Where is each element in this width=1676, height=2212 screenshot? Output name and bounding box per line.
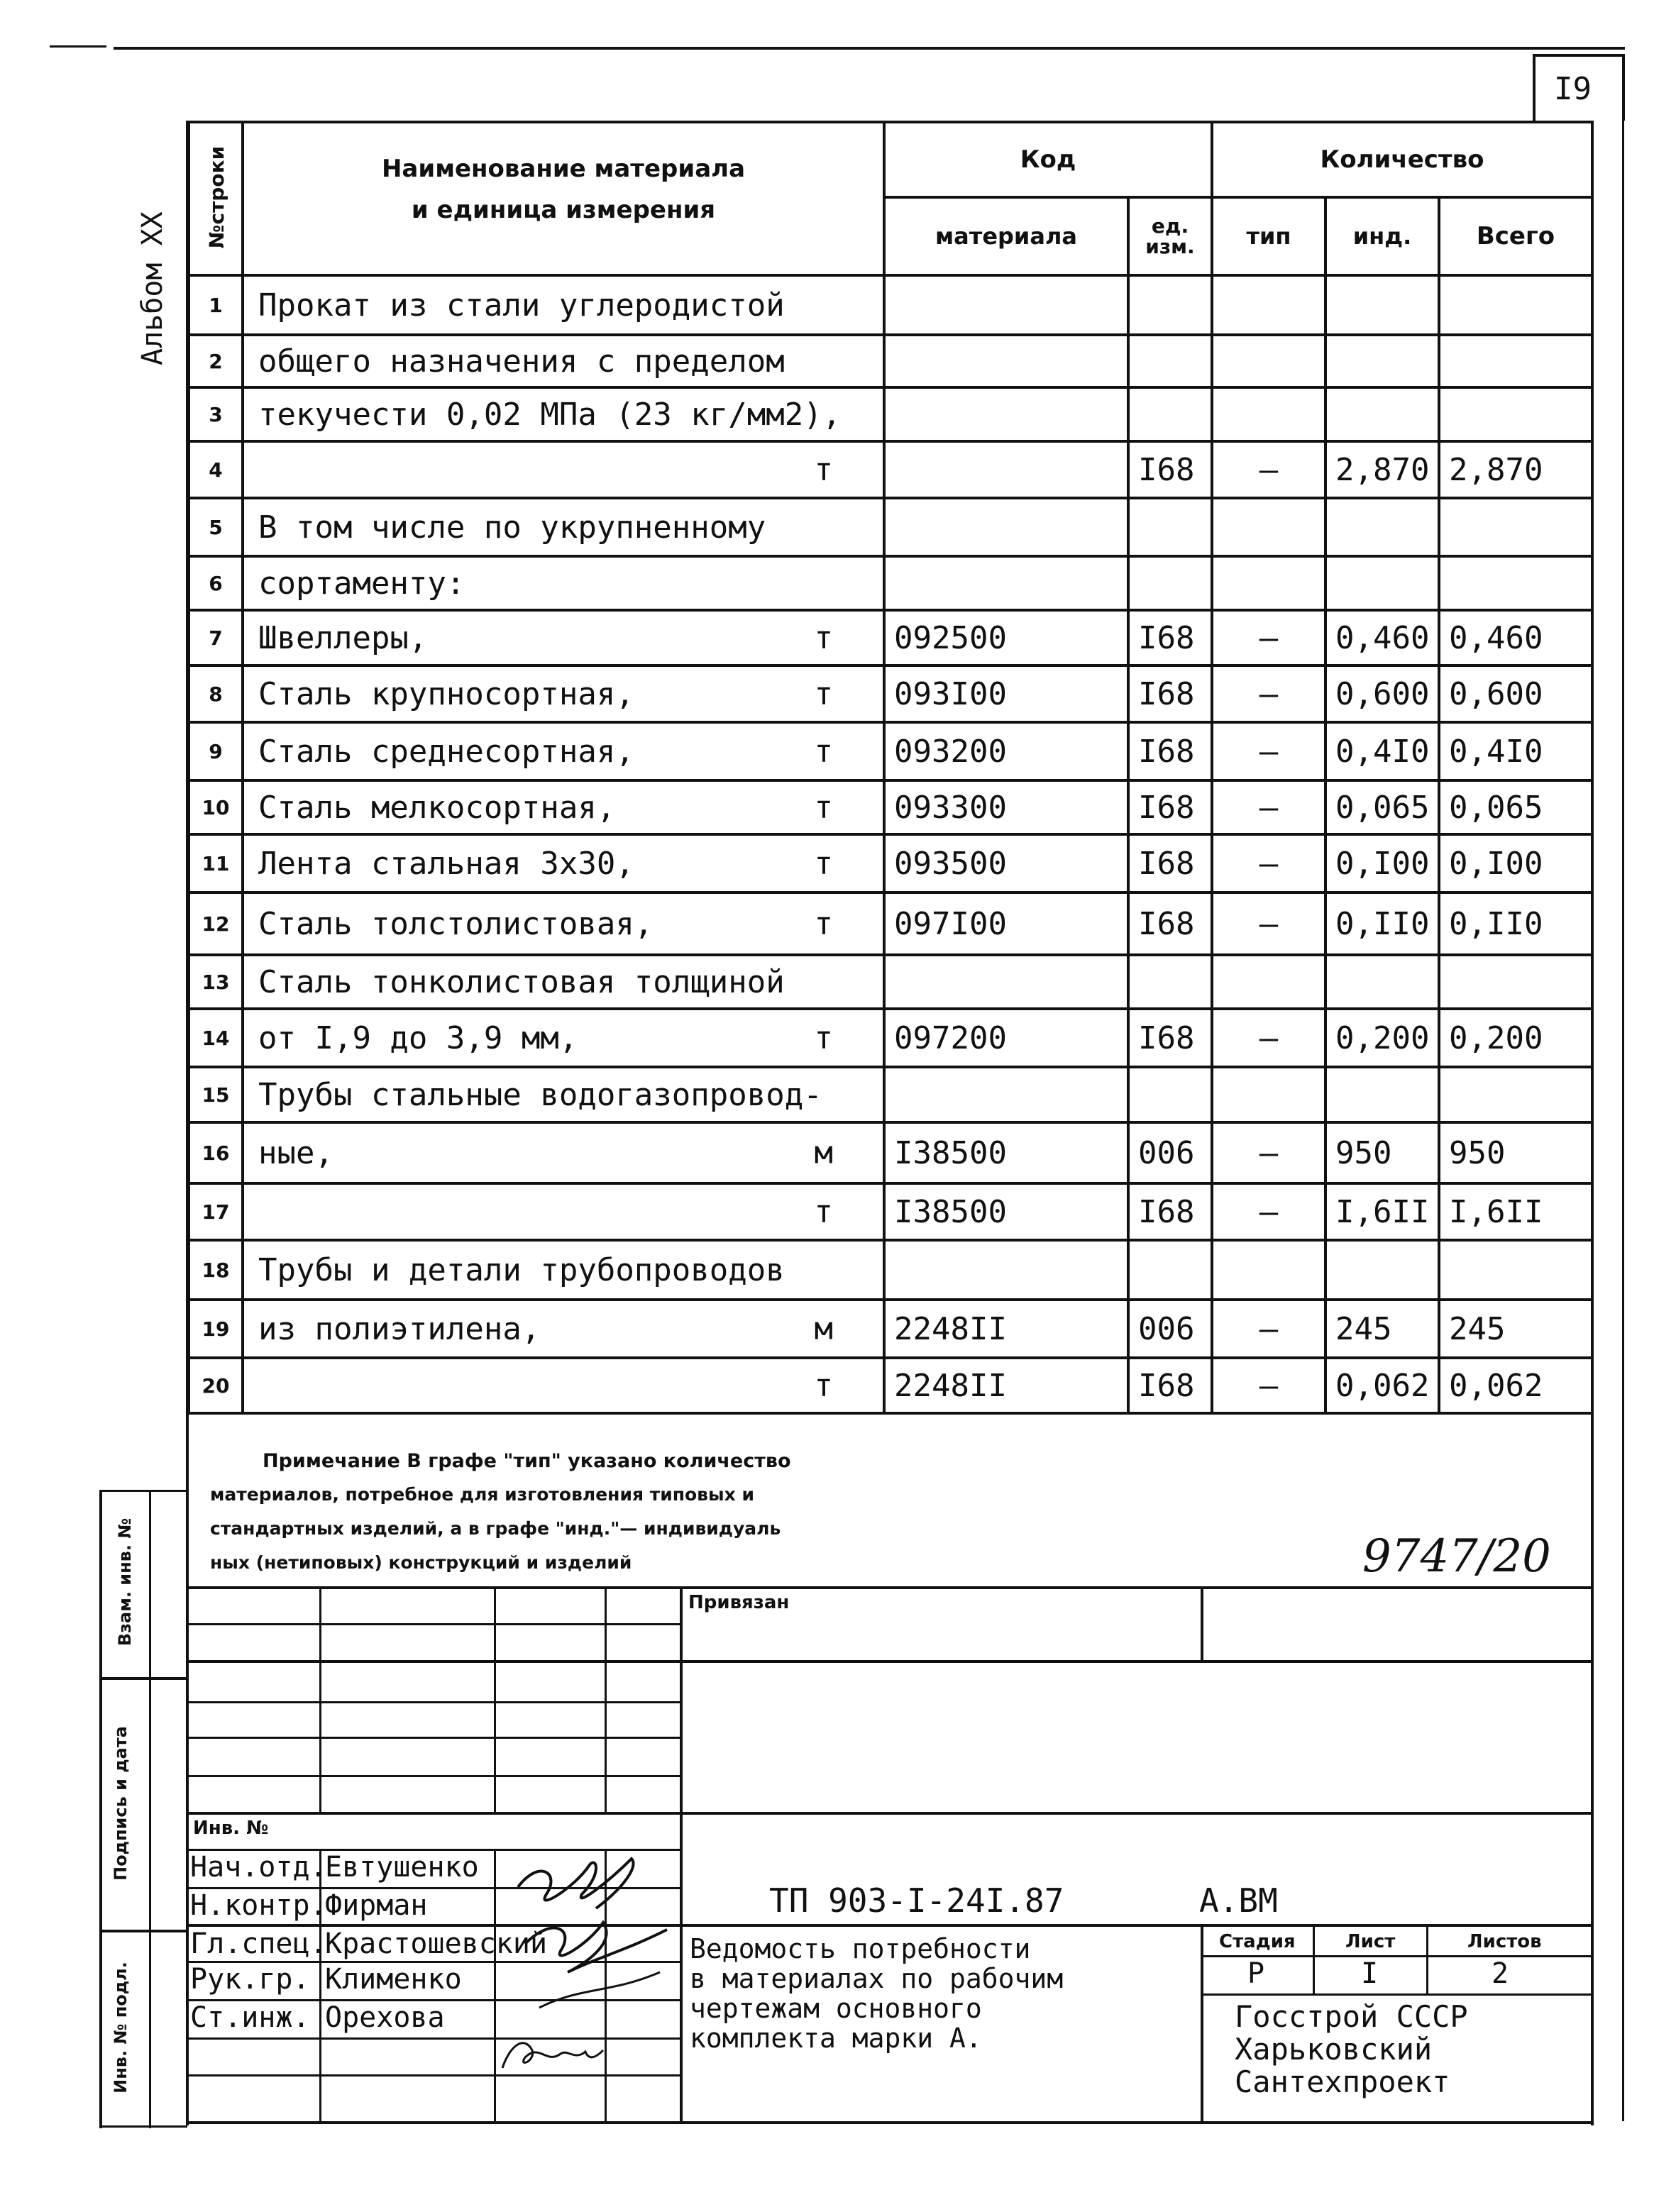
row-unit-text: т [814,1367,833,1404]
row-qty-total: 0,II0 [1439,892,1592,955]
row-unit-code [1128,955,1212,1009]
table-row [189,722,1592,780]
row-name [243,780,884,834]
album-label: Альбом XX [136,211,169,365]
table-row [189,892,1592,955]
code-unit-header: ед. изм. [1128,197,1212,275]
row-name [243,556,884,610]
row-number: 2 [189,335,243,387]
row-number: 11 [189,834,243,892]
row-qty-ind [1325,498,1439,556]
row-unit-code [1128,387,1212,441]
row-unit-code [1128,498,1212,556]
staff-role: Гл.спец. [190,1928,327,1960]
row-unit-code [1128,1067,1212,1122]
row-qty-total [1439,955,1592,1009]
tb-line [187,1586,1592,1589]
row-name-text: Лента стальная 3х30, [258,845,634,882]
row-name-text: Трубы и детали трубопроводов [258,1251,785,1288]
page-number-box [1533,54,1625,121]
tb-vline [1313,1924,1315,1995]
row-qty-type [1212,335,1325,387]
row-code [884,556,1128,610]
row-qty-ind [1325,1067,1439,1122]
row-qty-type [1212,275,1325,335]
note-line-4: ных (нетиповых) конструкций и изделий [210,1552,632,1573]
row-name-text: общего назначения с пределом [258,343,785,380]
row-number: 9 [189,722,243,780]
row-unit-text: т [814,451,833,488]
table-row [189,1067,1592,1122]
note-line-1: Примечание В графе "тип" указано количество [263,1450,791,1472]
table-row [189,1300,1592,1358]
document-title-line: Ведомость потребности [690,1933,1031,1964]
row-qty-ind [1325,335,1439,387]
tb-line [187,1924,1592,1927]
staff-name: Фирман [325,1889,428,1922]
row-unit-text: т [814,789,833,826]
organization-line: Харьковский [1235,2032,1433,2067]
row-unit-code: 006 [1128,1122,1212,1183]
row-name-text: Сталь мелкосортная, [258,789,616,826]
table-row [189,1009,1592,1067]
row-qty-type: – [1212,441,1325,498]
qty-type-header: тип [1212,197,1325,275]
row-unit-code [1128,275,1212,335]
row-qty-total [1439,1067,1592,1122]
row-name [243,1183,884,1240]
row-unit-code: I68 [1128,892,1212,955]
code-material-header: материала [884,197,1128,275]
table-row [189,834,1592,892]
row-name [243,498,884,556]
row-name-text: Трубы стальные водогазопровод- [258,1076,822,1113]
signature-2 [497,2029,610,2079]
row-qty-total [1439,275,1592,335]
row-name [243,275,884,335]
row-number: 15 [189,1067,243,1122]
top-rule [50,45,106,48]
row-name [243,1067,884,1122]
row-code [884,1240,1128,1300]
row-qty-type [1212,498,1325,556]
row-qty-ind [1325,387,1439,441]
row-qty-type: – [1212,1300,1325,1358]
row-name [243,665,884,722]
row-name [243,892,884,955]
side-vline [99,1490,102,2128]
row-no-header-label: №строки [205,145,228,249]
row-no-header [189,122,243,275]
row-number: 1 [189,275,243,335]
row-unit-text: м [814,1310,833,1347]
row-qty-type: – [1212,665,1325,722]
row-number: 16 [189,1122,243,1183]
row-name [243,834,884,892]
row-qty-ind [1325,556,1439,610]
frame-right-outer [1622,121,1624,2121]
inv-no-label: Инв. № [193,1818,269,1839]
row-name [243,722,884,780]
table-row [189,387,1592,441]
row-unit-text: т [814,845,833,882]
row-unit-code: I68 [1128,610,1212,665]
row-code: I38500 [884,1183,1128,1240]
header-row-1 [189,122,1592,197]
row-qty-total: 0,200 [1439,1009,1592,1067]
row-name-text: из полиэтилена, [258,1310,541,1347]
row-number: 8 [189,665,243,722]
document-title-line: в материалах по рабочим [690,1963,1064,1994]
row-qty-type: – [1212,892,1325,955]
row-code: 2248II [884,1358,1128,1413]
tb-vline [494,1586,496,1815]
row-unit-text: м [814,1134,833,1171]
doc-code: ТП 903-I-24I.87 [769,1881,1064,1920]
row-name-text: от I,9 до 3,9 мм, [258,1019,578,1056]
row-code: 2248II [884,1300,1128,1358]
tb-line [187,1775,681,1777]
row-qty-total: I,6II [1439,1183,1592,1240]
side-vline [149,1490,151,2128]
row-name-text: Швеллеры, [258,619,428,656]
side-label-inv-podl: Инв. № подл. [111,1962,131,2094]
row-code: 097200 [884,1009,1128,1067]
row-number: 10 [189,780,243,834]
handwritten-number: 9747/20 [1362,1530,1551,1583]
row-unit-text: т [814,619,833,656]
row-number: 7 [189,610,243,665]
materials-table [187,121,1594,1415]
row-qty-total: 0,460 [1439,610,1592,665]
code-header: Код [884,122,1212,197]
row-qty-total: 0,I00 [1439,834,1592,892]
row-qty-ind: 2,870 [1325,441,1439,498]
staff-role: Ст.инж. [190,2001,310,2034]
row-code [884,1067,1128,1122]
row-unit-code: I68 [1128,441,1212,498]
organization-line: Сантехпроект [1235,2064,1450,2099]
name-header-line1: Наименование материала [381,155,746,183]
row-qty-type [1212,1240,1325,1300]
row-qty-ind: 0,I00 [1325,834,1439,892]
row-number: 20 [189,1358,243,1413]
table-row [189,441,1592,498]
row-qty-total: 0,065 [1439,780,1592,834]
row-code [884,275,1128,335]
row-code: 093300 [884,780,1128,834]
row-qty-ind [1325,955,1439,1009]
row-code: 093500 [884,834,1128,892]
row-unit-text: т [814,733,833,770]
row-code [884,955,1128,1009]
row-code: 093I00 [884,665,1128,722]
table-row [189,665,1592,722]
row-unit-code [1128,335,1212,387]
row-unit-text: т [814,1193,833,1230]
row-qty-type: – [1212,610,1325,665]
row-qty-type [1212,1067,1325,1122]
table-row [189,1122,1592,1183]
tb-line [187,1660,1592,1663]
table-row [189,780,1592,834]
row-qty-total [1439,335,1592,387]
row-code [884,441,1128,498]
row-qty-type: – [1212,1183,1325,1240]
doc-mark: А.ВМ [1199,1881,1278,1920]
row-number: 19 [189,1300,243,1358]
tb-vline [1426,1924,1428,1995]
staff-role: Нач.отд. [190,1851,327,1884]
privyazan-label: Привязан [688,1592,790,1613]
sheet-label: Лист [1345,1931,1396,1952]
row-qty-total [1439,556,1592,610]
row-number: 3 [189,387,243,441]
row-unit-code [1128,556,1212,610]
row-qty-total: 245 [1439,1300,1592,1358]
table-row [189,1240,1592,1300]
staff-name: Орехова [325,2001,445,2034]
row-qty-total: 950 [1439,1122,1592,1183]
row-qty-ind: 0,200 [1325,1009,1439,1067]
row-qty-type: – [1212,722,1325,780]
row-unit-code: 006 [1128,1300,1212,1358]
tb-line [187,2121,1592,2124]
row-unit-code: I68 [1128,780,1212,834]
name-header-line2: и единица измерения [411,196,716,224]
row-unit-code: I68 [1128,1009,1212,1067]
row-name-text: В том числе по укрупненному [258,509,766,546]
row-qty-type: – [1212,1009,1325,1067]
tb-vline [605,1586,607,1815]
row-number: 18 [189,1240,243,1300]
row-qty-ind: 0,065 [1325,780,1439,834]
row-name [243,1009,884,1067]
tb-line [187,1737,681,1739]
stage-label: Стадия [1219,1931,1296,1952]
row-unit-code: I68 [1128,834,1212,892]
tb-vline [1201,1586,1203,1661]
row-unit-code: I68 [1128,1358,1212,1413]
row-name [243,387,884,441]
tb-line [187,1812,1592,1815]
row-qty-total [1439,498,1592,556]
row-qty-total: 0,4I0 [1439,722,1592,780]
signature-1 [497,1845,695,2029]
side-hline [99,1677,187,1680]
row-code: 092500 [884,610,1128,665]
row-qty-ind [1325,275,1439,335]
row-name-text: Сталь среднесортная, [258,733,634,770]
row-code: 093200 [884,722,1128,780]
row-name [243,1300,884,1358]
row-name-text: сортаменту: [258,565,465,602]
row-code [884,387,1128,441]
row-qty-type: – [1212,834,1325,892]
row-qty-ind: 245 [1325,1300,1439,1358]
row-name [243,610,884,665]
row-name-text: Сталь крупносортная, [258,675,634,712]
row-qty-total [1439,1240,1592,1300]
row-qty-ind: 0,062 [1325,1358,1439,1413]
row-code: I38500 [884,1122,1128,1183]
row-unit-code: I68 [1128,665,1212,722]
row-unit-code: I68 [1128,722,1212,780]
row-number: 13 [189,955,243,1009]
tb-vline [319,1586,321,1815]
tb-line [1202,1993,1592,1996]
row-qty-ind: 0,460 [1325,610,1439,665]
table-row [189,335,1592,387]
staff-role: Рук.гр. [190,1963,310,1996]
row-number: 4 [189,441,243,498]
organization-line: Госстрой СССР [1235,1999,1468,2034]
quantity-header: Количество [1212,122,1592,197]
row-unit-code [1128,1240,1212,1300]
staff-name: Евтушенко [325,1851,479,1884]
row-qty-total: 2,870 [1439,441,1592,498]
row-name-text: Прокат из стали углеродистой [258,287,785,323]
row-qty-ind: 0,4I0 [1325,722,1439,780]
row-qty-total: 0,062 [1439,1358,1592,1413]
row-qty-total: 0,600 [1439,665,1592,722]
staff-name: Крастошевский [325,1928,548,1960]
table-row [189,498,1592,556]
row-unit-code: I68 [1128,1183,1212,1240]
row-code [884,335,1128,387]
qty-total-header: Всего [1439,197,1592,275]
row-qty-ind: I,6II [1325,1183,1439,1240]
row-number: 17 [189,1183,243,1240]
row-qty-type [1212,387,1325,441]
row-qty-ind: 950 [1325,1122,1439,1183]
row-name [243,1122,884,1183]
row-qty-ind: 0,600 [1325,665,1439,722]
top-rule [114,47,1625,50]
table-row [189,1183,1592,1240]
row-qty-type [1212,556,1325,610]
row-code: 097I00 [884,892,1128,955]
tb-line [187,1701,681,1703]
table-row [189,556,1592,610]
row-qty-ind [1325,1240,1439,1300]
row-name [243,955,884,1009]
row-unit-text: т [814,1019,833,1056]
row-name [243,1240,884,1300]
row-unit-text: т [814,905,833,942]
row-name [243,441,884,498]
note-line-3: стандартных изделий, а в графе "инд."— индивидуаль [210,1518,781,1539]
side-hline [99,1490,187,1492]
row-qty-type [1212,955,1325,1009]
row-code [884,498,1128,556]
sheets-value: 2 [1492,1957,1509,1990]
stage-value: Р [1247,1957,1265,1990]
sheet-value: I [1361,1957,1379,1990]
table-row [189,1358,1592,1413]
side-label-podpis: Подпись и дата [111,1726,131,1881]
tb-vline [494,1850,496,2121]
row-qty-type: – [1212,780,1325,834]
document-title-line: комплекта марки А. [690,2023,982,2054]
table-row [189,610,1592,665]
row-name-text: Сталь толстолистовая, [258,905,654,942]
row-qty-type: – [1212,1358,1325,1413]
row-name-text: текучести 0,02 МПа (23 кг/мм2), [258,396,842,433]
row-qty-total [1439,387,1592,441]
document-title-line: чертежам основного [690,1993,982,2024]
row-number: 14 [189,1009,243,1067]
tb-vline [1201,1924,1203,2123]
row-name [243,335,884,387]
row-name [243,1358,884,1413]
table-row [189,275,1592,335]
table-row [189,955,1592,1009]
note-line-2: материалов, потребное для изготовления типовых и [210,1484,754,1505]
name-header [243,122,884,275]
row-qty-type: – [1212,1122,1325,1183]
row-name-text: Сталь тонколистовая толщиной [258,963,785,1000]
qty-ind-header: инд. [1325,197,1439,275]
sheets-label: Листов [1467,1931,1542,1952]
row-number: 5 [189,498,243,556]
row-unit-text: т [814,675,833,712]
side-label-vzam: Взам. инв. № [115,1517,135,1647]
staff-role: Н.контр. [190,1889,327,1922]
row-number: 12 [189,892,243,955]
row-name-text: ные, [258,1134,333,1171]
tb-line [187,1623,681,1625]
row-qty-ind: 0,II0 [1325,892,1439,955]
page-number: I9 [1554,71,1592,107]
row-number: 6 [189,556,243,610]
staff-name: Клименко [325,1963,462,1996]
